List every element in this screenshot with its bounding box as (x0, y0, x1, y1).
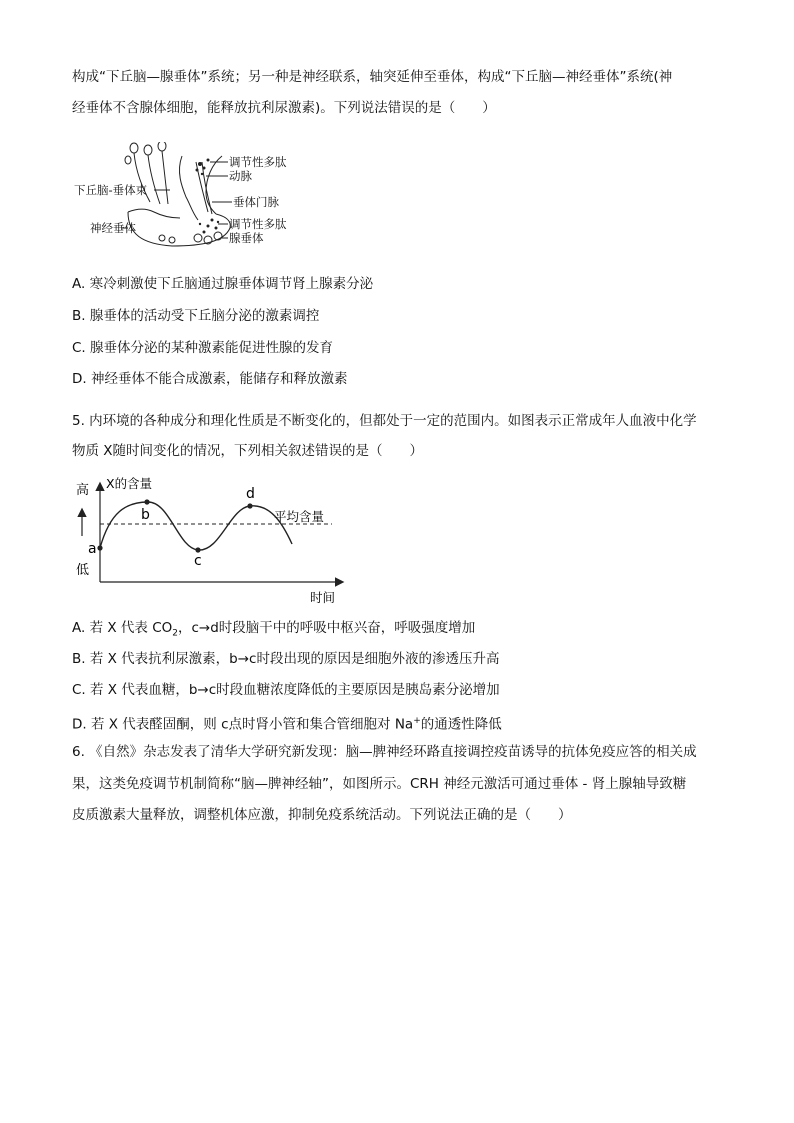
q5-option-d-rest: 的通透性降低 (420, 716, 502, 733)
q5-option-a[interactable] (72, 618, 475, 644)
pituitary-diagram (72, 142, 312, 252)
q6-stem-line-1: 6. 《自然》杂志发表了清华大学研究新发现：脑—脾神经环路直接调控疫苗诱导的抗体免疫应答的相关成 (72, 744, 697, 760)
q4-option-d[interactable]: D. 神经垂体不能合成激素，能储存和释放激素 (72, 371, 348, 387)
x-axis-label: 时间 (310, 590, 336, 605)
q6-stem-line-3: 皮质激素大量释放，调整机体应激，抑制免疫系统活动。下列说法正确的是（ ） (72, 807, 572, 823)
label-adenohypophysis: 腺垂体 (229, 231, 264, 245)
point-label-c: c (194, 553, 202, 569)
label-hypothalamo-hypophyseal-tract: 下丘脑-垂体束 (74, 183, 148, 197)
q5-option-b[interactable]: B. 若 X 代表抗利尿激素，b→c时段出现的原因是细胞外液的渗透压升高 (72, 651, 500, 667)
label-portal-vein: 垂体门脉 (233, 195, 279, 209)
point-label-d: d (246, 486, 255, 502)
point-label-a: a (88, 541, 97, 557)
q4-option-b[interactable]: B. 腺垂体的活动受下丘脑分泌的激素调控 (72, 308, 320, 324)
label-peptide-bottom: 调节性多肽 (229, 217, 287, 231)
q4-option-c[interactable]: C. 腺垂体分泌的某种激素能促进性腺的发育 (72, 340, 334, 356)
label-artery: 动脉 (229, 169, 252, 183)
q5-option-a-prefix: A. 若 X 代表 CO (72, 620, 173, 636)
point-a (97, 545, 102, 550)
q5-stem-line-1: 5. 内环境的各种成分和理化性质是不断变化的，但都处于一定的范围内。如图表示正常成年人血液中化学 (72, 413, 697, 429)
q5-option-d[interactable] (72, 711, 502, 735)
q5-option-d-prefix: D. 若 X 代表醛固酮，则 c点时肾小管和集合管细胞对 Na (72, 716, 414, 733)
mean-line-label: 平均含量 (274, 509, 325, 524)
y-high-label: 高 (76, 483, 90, 498)
point-d (247, 503, 252, 508)
x-content-curve (100, 502, 292, 550)
q4-option-a[interactable]: A. 寒冷刺激使下丘脑通过腺垂体调节肾上腺素分泌 (72, 276, 374, 292)
label-neurohypophysis: 神经垂体 (90, 221, 136, 235)
point-c (195, 547, 200, 552)
q6-stem-line-2: 果，这类免疫调节机制简称“脑—脾神经轴”，如图所示。CRH 神经元激活可通过垂体 - 肾上腺轴导致糖 (72, 776, 687, 792)
q5-option-a-rest: ，c→d时段脑干中的呼吸中枢兴奋，呼吸强度增加 (178, 620, 476, 636)
x-content-chart (70, 474, 360, 609)
q5-option-c[interactable]: C. 若 X 代表血糖，b→c时段血糖浓度降低的主要原因是胰岛素分泌增加 (72, 682, 500, 698)
point-b (144, 499, 149, 504)
point-label-b: b (141, 507, 150, 523)
y-axis-label: X的含量 (106, 476, 153, 491)
q5-option-a-sub: 2 (172, 628, 178, 639)
q5-option-d-sup: + (413, 716, 421, 726)
q4-stem-line-1: 构成“下丘脑—腺垂体”系统；另一种是神经联系，轴突延伸至垂体，构成“下丘脑—神经垂体”系统(神 (72, 69, 673, 85)
label-peptide-top: 调节性多肽 (229, 155, 287, 169)
y-low-label: 低 (76, 563, 90, 578)
q4-stem-line-2: 经垂体不含腺体细胞，能释放抗利尿激素)。下列说法错误的是（ ） (72, 100, 496, 116)
q5-stem-line-2: 物质 X随时间变化的情况，下列相关叙述错误的是（ ） (72, 443, 424, 459)
